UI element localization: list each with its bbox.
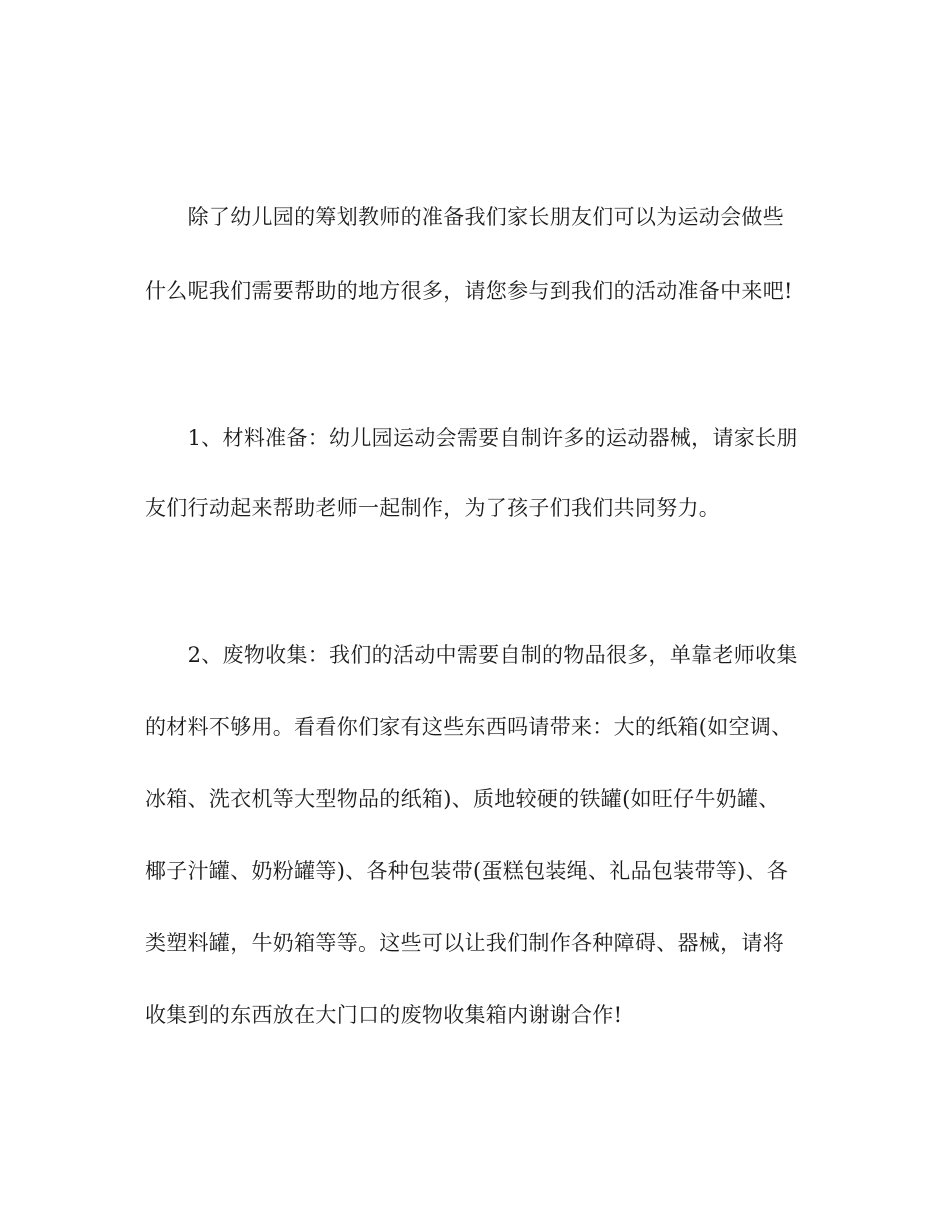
text-line: 的材料不够用。看看你们家有这些东西吗请带来：大的纸箱(如空调、 — [145, 715, 793, 739]
text-line: 2、废物收集：我们的活动中需要自制的物品很多，单靠老师收集 — [145, 643, 798, 667]
text-line: 1、材料准备：幼儿园运动会需要自制许多的运动器械，请家长朋 — [145, 426, 798, 450]
text-line: 类塑料罐，牛奶箱等等。这些可以让我们制作各种障碍、器械，请将 — [145, 931, 784, 955]
text-line: 友们行动起来帮助老师一起制作，为了孩子们我们共同努力。 — [145, 496, 721, 520]
text-line: 什么呢我们需要帮助的地方很多，请您参与到我们的活动准备中来吧! — [145, 279, 793, 303]
text-line: 收集到的东西放在大门口的废物收集箱内谢谢合作! — [145, 1003, 623, 1027]
text-line: 冰箱、洗衣机等大型物品的纸箱)、质地较硬的铁罐(如旺仔牛奶罐、 — [145, 787, 780, 811]
text-line: 除了幼儿园的筹划教师的准备我们家长朋友们可以为运动会做些 — [145, 205, 784, 229]
text-line: 椰子汁罐、奶粉罐等)、各种包装带(蛋糕包装绳、礼品包装带等)、各 — [145, 859, 789, 883]
